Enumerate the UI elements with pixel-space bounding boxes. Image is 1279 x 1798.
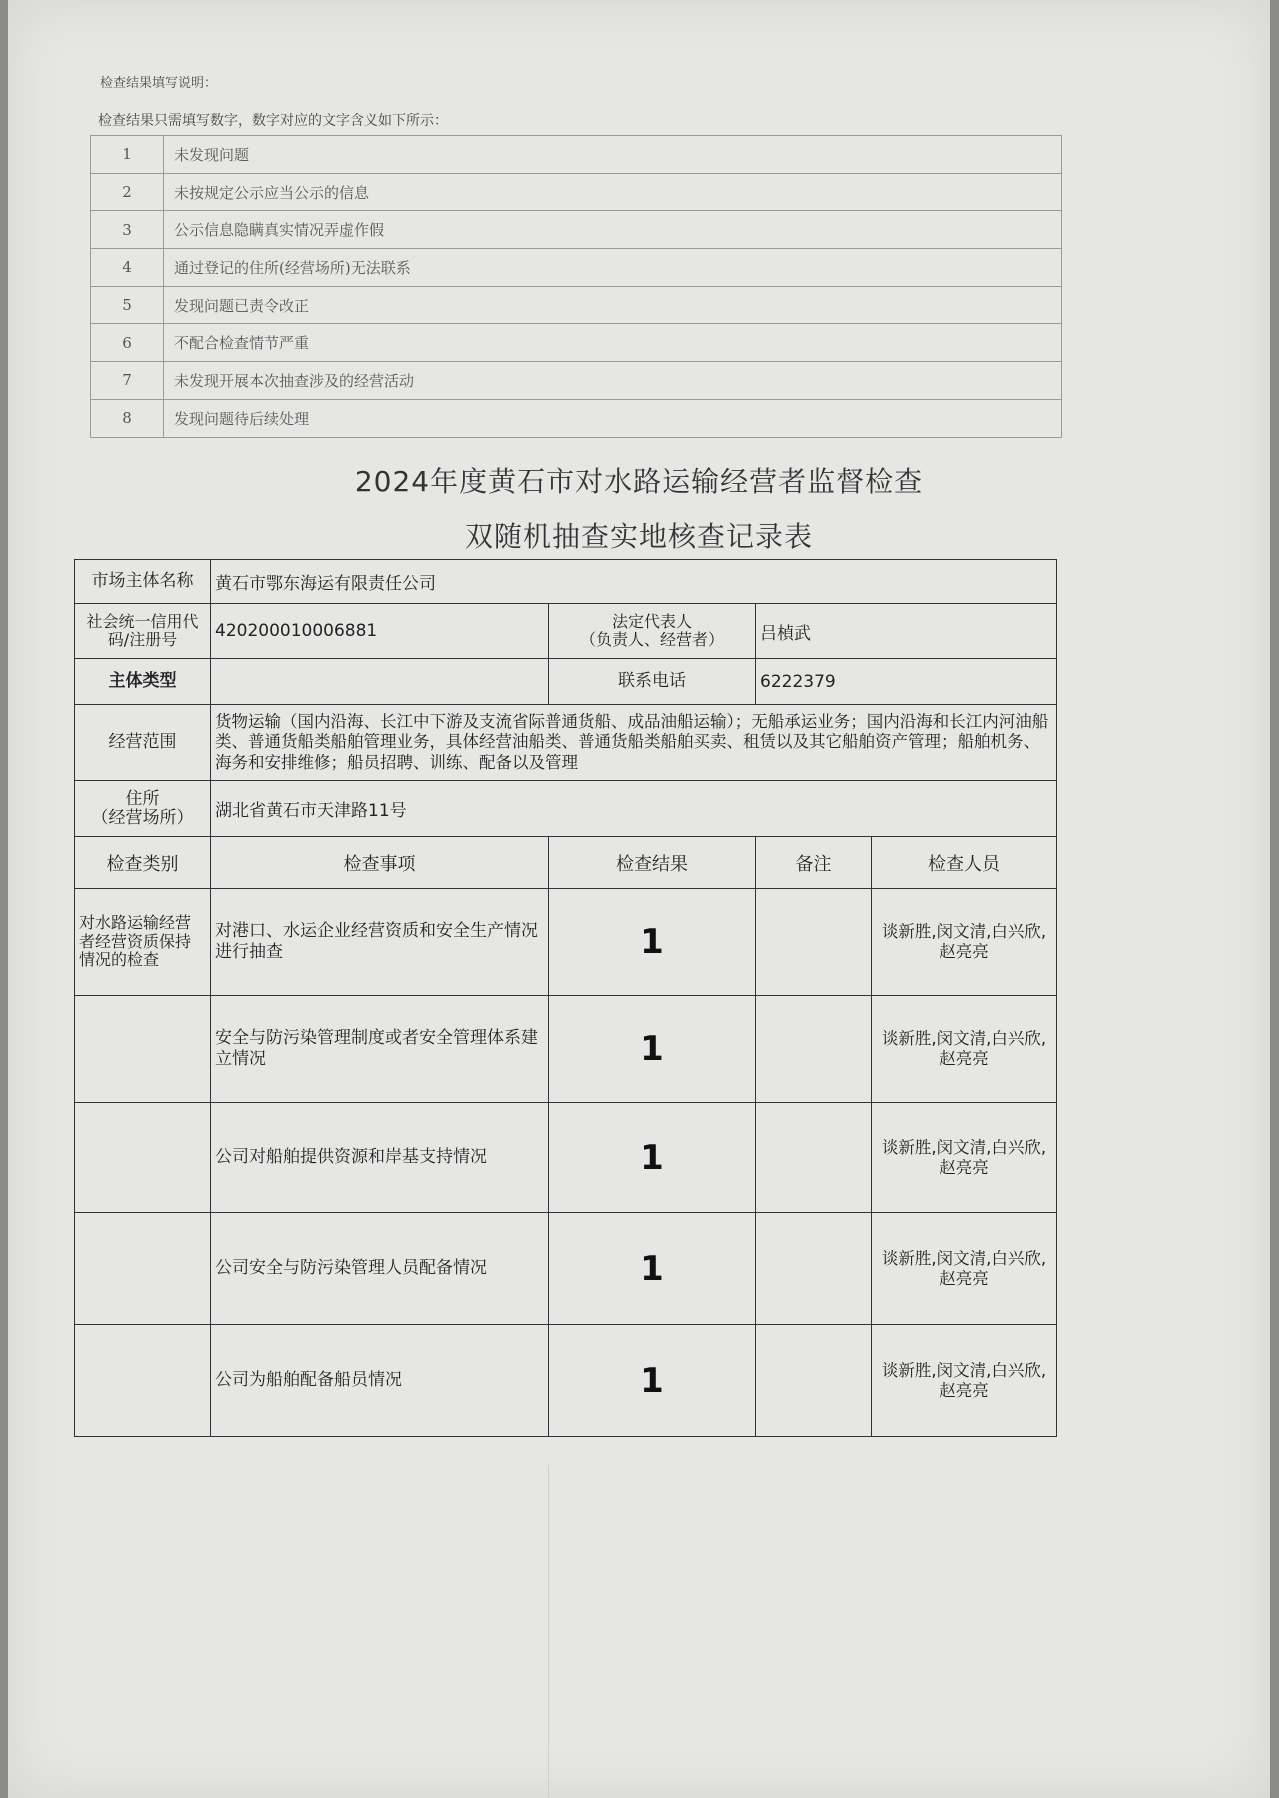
address-label-line2: （经营场所）: [91, 807, 194, 828]
category-value: 对水路运输经营者经营资质保持情况的检查: [75, 889, 211, 996]
entity-type-value: [211, 659, 549, 705]
legend-meaning: 公示信息隐瞒真实情况弄虚作假: [164, 211, 1062, 249]
check-result: 1: [549, 996, 756, 1103]
table-row: [75, 996, 1057, 1103]
check-inspectors: 谈新胜,闵文清,白兴欣,赵亮亮: [872, 889, 1057, 996]
check-remark: [756, 996, 872, 1103]
header-remark: 备注: [756, 837, 872, 889]
document-title-line2: 双随机抽查实地核查记录表: [464, 520, 813, 553]
credit-code-label: 社会统一信用代码/注册号: [75, 604, 211, 659]
legal-rep-label-line2: （负责人、经营者）: [579, 630, 724, 649]
entity-name-value: 黄石市鄂东海运有限责任公司: [211, 560, 1057, 604]
credit-code-value: 420200010006881: [211, 604, 549, 659]
category-empty: [75, 1103, 211, 1213]
legend-row: [91, 249, 1062, 287]
legend-row: [91, 286, 1062, 324]
check-item: 公司对船舶提供资源和岸基支持情况: [211, 1103, 549, 1213]
check-remark: [756, 1213, 872, 1325]
check-result: 1: [549, 889, 756, 996]
address-value: 湖北省黄石市天津路11号: [211, 781, 1057, 837]
header-category: 检查类别: [75, 837, 211, 889]
address-label-line1: 住所: [125, 788, 160, 809]
legend-row: [91, 399, 1062, 437]
legend-meaning: 发现问题已责令改正: [164, 286, 1062, 324]
page-fold-line: [548, 1465, 549, 1798]
legal-rep-value: 吕楨武: [756, 604, 1057, 659]
legend-code: 8: [91, 399, 164, 437]
check-result: 1: [549, 1103, 756, 1213]
legend-code: 6: [91, 324, 164, 362]
check-item: 公司为船舶配备船员情况: [211, 1325, 549, 1437]
legend-meaning: 发现问题待后续处理: [164, 399, 1062, 437]
notes-intro: 检查结果只需填写数字，数字对应的文字含义如下所示：: [98, 113, 448, 129]
phone-label: 联系电话: [549, 659, 756, 705]
table-row: [75, 1213, 1057, 1325]
table-row: [75, 889, 1057, 996]
document-title-line1: 2024年度黄石市对水路运输经营者监督检查: [354, 465, 924, 498]
legal-rep-label-line1: 法定代表人: [611, 612, 692, 632]
check-result: 1: [549, 1213, 756, 1325]
legend-code: 5: [91, 286, 164, 324]
legend-meaning: 未发现开展本次抽查涉及的经营活动: [164, 362, 1062, 400]
legal-rep-label: [549, 604, 756, 659]
check-item: 安全与防污染管理制度或者安全管理体系建立情况: [211, 996, 549, 1103]
legend-code: 1: [91, 136, 164, 174]
legend-code: 4: [91, 249, 164, 287]
header-inspector: 检查人员: [872, 837, 1057, 889]
document-page: [8, 0, 1270, 1798]
check-inspectors: 谈新胜,闵文清,白兴欣,赵亮亮: [872, 1325, 1057, 1437]
legend-meaning: 未发现问题: [164, 136, 1062, 174]
check-inspectors: 谈新胜,闵文清,白兴欣,赵亮亮: [872, 1213, 1057, 1325]
check-remark: [756, 889, 872, 996]
legend-row: [91, 173, 1062, 211]
legend-meaning: 未按规定公示应当公示的信息: [164, 173, 1062, 211]
check-result: 1: [549, 1325, 756, 1437]
entity-name-label: 市场主体名称: [75, 560, 211, 604]
legend-code: 3: [91, 211, 164, 249]
legend-row: [91, 324, 1062, 362]
inspection-record-table: [74, 559, 1057, 1437]
legend-code: 7: [91, 362, 164, 400]
legend-meaning: 通过登记的住所(经营场所)无法联系: [164, 249, 1062, 287]
category-empty: [75, 1325, 211, 1437]
result-code-legend: [90, 135, 1062, 438]
business-scope-value: 货物运输（国内沿海、长江中下游及支流省际普通货船、成品油船运输）；无船承运业务；国内沿海和长江内河油船类、普通货船类船舶管理业务，具体经营油船类、普通货船类船舶买卖、租赁以及其它船舶资产管理；船舶机务、海务和安排维修；船员招聘、训练、配备以及管理: [211, 705, 1057, 781]
check-item: 对港口、水运企业经营资质和安全生产情况进行抽查: [211, 889, 549, 996]
notes-title: 检查结果填写说明：: [100, 76, 218, 91]
check-inspectors: 谈新胜,闵文清,白兴欣,赵亮亮: [872, 996, 1057, 1103]
check-remark: [756, 1325, 872, 1437]
legend-row: [91, 211, 1062, 249]
header-item: 检查事项: [211, 837, 549, 889]
entity-type-label: 主体类型: [75, 659, 211, 705]
table-row: [75, 1325, 1057, 1437]
legend-meaning: 不配合检查情节严重: [164, 324, 1062, 362]
business-scope-label: 经营范围: [75, 705, 211, 781]
check-remark: [756, 1103, 872, 1213]
category-empty: [75, 1213, 211, 1325]
address-label: [75, 781, 211, 837]
check-item: 公司安全与防污染管理人员配备情况: [211, 1213, 549, 1325]
category-empty: [75, 996, 211, 1103]
table-row: [75, 1103, 1057, 1213]
legend-row: [91, 136, 1062, 174]
header-result: 检查结果: [549, 837, 756, 889]
legend-row: [91, 362, 1062, 400]
phone-value: 6222379: [756, 659, 1057, 705]
legend-code: 2: [91, 173, 164, 211]
check-inspectors: 谈新胜,闵文清,白兴欣,赵亮亮: [872, 1103, 1057, 1213]
